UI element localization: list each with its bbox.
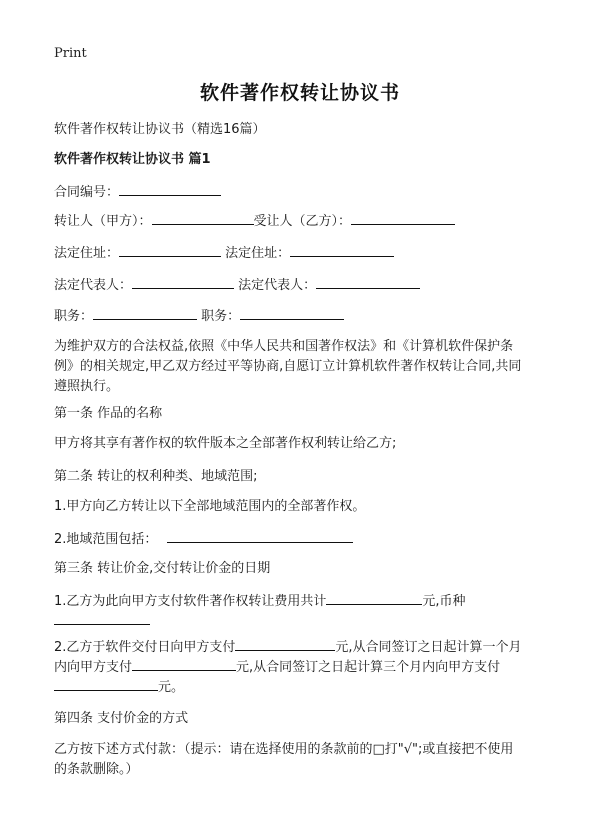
representative-b-label: 法定代表人： (238, 278, 317, 293)
contract-number-blank (119, 183, 221, 196)
position-row (54, 307, 344, 327)
currency-blank (54, 612, 150, 625)
party-b-label: 受让人（乙方）： (253, 214, 352, 229)
article-3-item-2 (54, 638, 522, 698)
article-3-title: 第三条 转让价金,交付转让价金的日期 (54, 561, 271, 576)
yuan-suffix: 元。 (158, 680, 185, 695)
delivery-payment-blank (235, 638, 335, 651)
document-subtitle: 软件著作权转让协议书（精选16篇） (54, 122, 266, 137)
address-row (54, 244, 394, 264)
one-month-label: 内向甲方支付 (54, 660, 133, 675)
article-1-title: 第一条 作品的名称 (54, 406, 163, 421)
contract-number-row (54, 183, 221, 203)
one-month-blank (132, 658, 236, 671)
position-b-blank (240, 307, 344, 320)
article-4-line: 的条款删除。） (54, 762, 139, 777)
article-4-line: 乙方按下述方式付款：（提示：请在选择使用的条款前的□打"√";或直接把不使用 (54, 742, 514, 757)
article-1-body: 甲方将其享有著作权的软件版本之全部著作权利转让给乙方; (54, 436, 397, 451)
intro-paragraph (54, 337, 521, 397)
print-link[interactable]: Print (54, 46, 87, 61)
region-label: 2.地域范围包括： (54, 532, 158, 547)
contract-number-label: 合同编号： (54, 185, 120, 200)
article-2-item-2 (54, 530, 353, 550)
party-a-label: 转让人（甲方）： (54, 214, 152, 229)
currency-label: 元,币种 (422, 594, 466, 609)
article-2-title: 第二条 转让的权利种类、地域范围; (54, 469, 258, 484)
address-b-label: 法定住址： (225, 246, 291, 261)
page-title: 软件著作权转让协议书 (199, 82, 400, 104)
fee-label: 1.乙方为此向甲方支付软件著作权转让费用共计 (54, 594, 327, 609)
party-b-blank (351, 212, 455, 225)
representative-row (54, 276, 420, 296)
address-a-blank (119, 244, 221, 257)
three-month-blank (54, 678, 158, 691)
fee-blank (326, 592, 422, 605)
intro-line: 例》的相关规定,甲乙双方经过平等协商,自愿订立计算机软件著作权转让合同,共同 (54, 359, 522, 374)
party-a-blank (152, 212, 254, 225)
three-month-text: 元,从合同签订之日起计算三个月内向甲方支付 (236, 660, 501, 675)
intro-line: 为维护双方的合法权益,依照《中华人民共和国著作权法》和《计算机软件保护条 (54, 339, 514, 354)
article-3-item-1 (54, 592, 466, 632)
article-2-item-1: 1.甲方向乙方转让以下全部地域范围内的全部著作权。 (54, 499, 366, 514)
article-4-title: 第四条 支付价金的方式 (54, 711, 189, 726)
article-4-body (54, 740, 513, 780)
position-a-label: 职务： (54, 309, 94, 324)
address-b-blank (290, 244, 394, 257)
representative-a-label: 法定代表人： (54, 278, 133, 293)
one-month-text: 元,从合同签订之日起计算一个月 (335, 640, 522, 655)
position-b-label: 职务： (201, 309, 241, 324)
parties-row (54, 212, 455, 232)
address-a-label: 法定住址： (54, 246, 120, 261)
section-heading: 软件著作权转让协议书 篇1 (54, 152, 211, 167)
position-a-blank (93, 307, 197, 320)
intro-line: 遵照执行。 (54, 379, 120, 394)
representative-a-blank (132, 276, 234, 289)
delivery-payment-label: 2.乙方于软件交付日向甲方支付 (54, 640, 236, 655)
representative-b-blank (316, 276, 420, 289)
region-blank (167, 530, 353, 543)
